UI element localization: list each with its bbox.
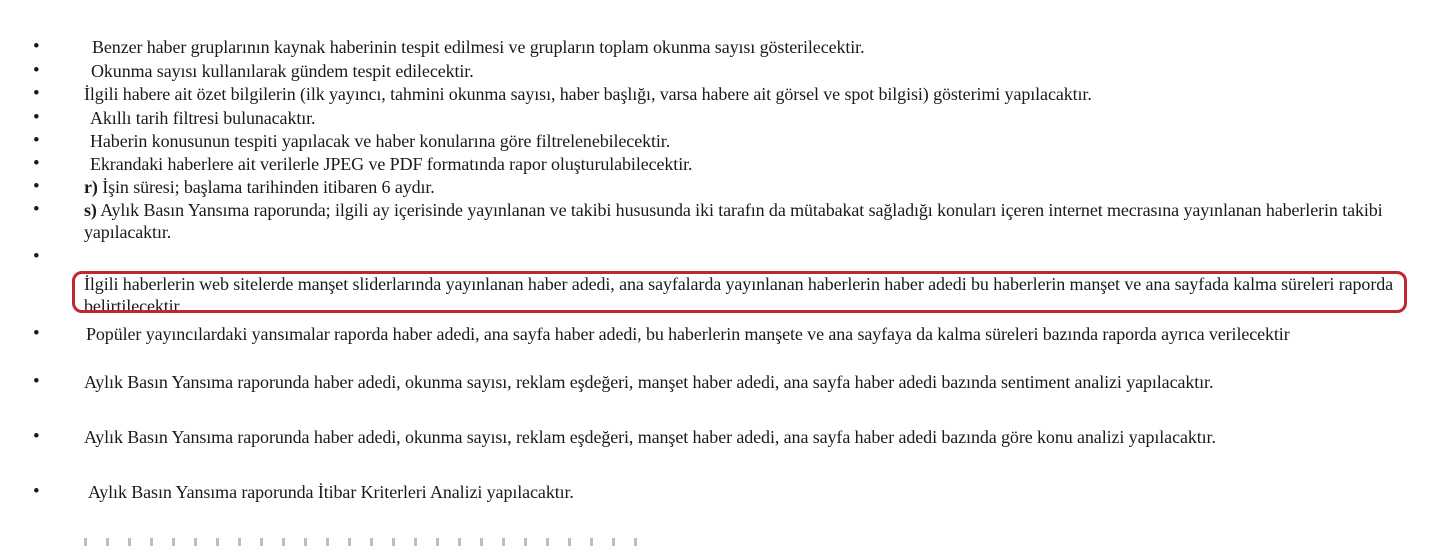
list-item-text: Aylık Basın Yansıma raporunda haber adedi, okunma sayısı, reklam eşdeğeri, manşet haber adedi, ana sayfa haber adedi bazında sentiment analizi yapılacaktır.	[84, 372, 1214, 392]
list-item-text: Akıllı tarih filtresi bulunacaktır.	[90, 108, 316, 128]
bullet-icon: •	[33, 130, 40, 151]
highlight-box	[72, 271, 1407, 313]
bullet-icon: •	[33, 60, 40, 81]
bullet-icon: •	[33, 481, 40, 502]
bullet-icon: •	[33, 176, 40, 197]
list-item-text: Aylık Basın Yansıma raporunda İtibar Kriterleri Analizi yapılacaktır.	[88, 482, 574, 502]
list-item-text: İlgili habere ait özet bilgilerin (ilk yayıncı, tahmini okunma sayısı, haber başlığı, varsa habere ait görsel ve spot bilgisi) gösterimi yapılacaktır.	[84, 84, 1092, 104]
list-item-body: Aylık Basın Yansıma raporunda; ilgili ay içerisinde yayınlanan ve takibi hususunda iki tarafın da mütabakat sağladığı konuları içeren internet mecrasına yayınlanan haberlerin takibi yapılacaktır.	[84, 200, 1383, 242]
list-item-text: Benzer haber gruplarının kaynak haberinin tespit edilmesi ve grupların toplam okunma sayısı gösterilecektir.	[92, 37, 865, 57]
list-item-letter: r)	[84, 177, 98, 197]
bullet-icon: •	[33, 153, 40, 174]
bullet-icon: •	[33, 36, 40, 57]
cut-off-text-line	[84, 538, 644, 546]
bullet-icon: •	[33, 323, 40, 344]
list-item-text: Haberin konusunun tespiti yapılacak ve haber konularına göre filtrelenebilecektir.	[90, 131, 671, 151]
bullet-icon: •	[33, 246, 40, 267]
list-item-text: İlgili haberlerin web sitelerde manşet sliderlarında yayınlanan haber adedi, ana sayfalarda yayınlanan haberlerin haber adedi bu haberlerin manşet ve ana sayfada kalma süreleri raporda belirtilecektir.	[84, 274, 1393, 316]
list-item-text	[84, 199, 1429, 243]
list-item-text: Popüler yayıncılardaki yansımalar raporda haber adedi, ana sayfa haber adedi, bu haberlerin manşete ve ana sayfaya da kalma süreleri bazında raporda ayrıca verilecektir	[86, 324, 1290, 344]
list-item-text: Ekrandaki haberlere ait verilerle JPEG ve PDF formatında rapor oluşturulabilecektir.	[90, 154, 693, 174]
bullet-icon: •	[33, 371, 40, 392]
list-item-letter: s)	[84, 200, 97, 220]
list-item-text: Okunma sayısı kullanılarak gündem tespit edilecektir.	[91, 61, 474, 81]
bullet-icon: •	[33, 199, 40, 220]
list-item-text	[84, 176, 1424, 198]
list-item-body: İşin süresi; başlama tarihinden itibaren 6 aydır.	[97, 177, 435, 197]
bullet-icon: •	[33, 426, 40, 447]
list-item-text: Aylık Basın Yansıma raporunda haber adedi, okunma sayısı, reklam eşdeğeri, manşet haber adedi, ana sayfa haber adedi bazında göre konu analizi yapılacaktır.	[84, 427, 1216, 447]
bullet-icon: •	[33, 107, 40, 128]
bullet-icon: •	[33, 83, 40, 104]
